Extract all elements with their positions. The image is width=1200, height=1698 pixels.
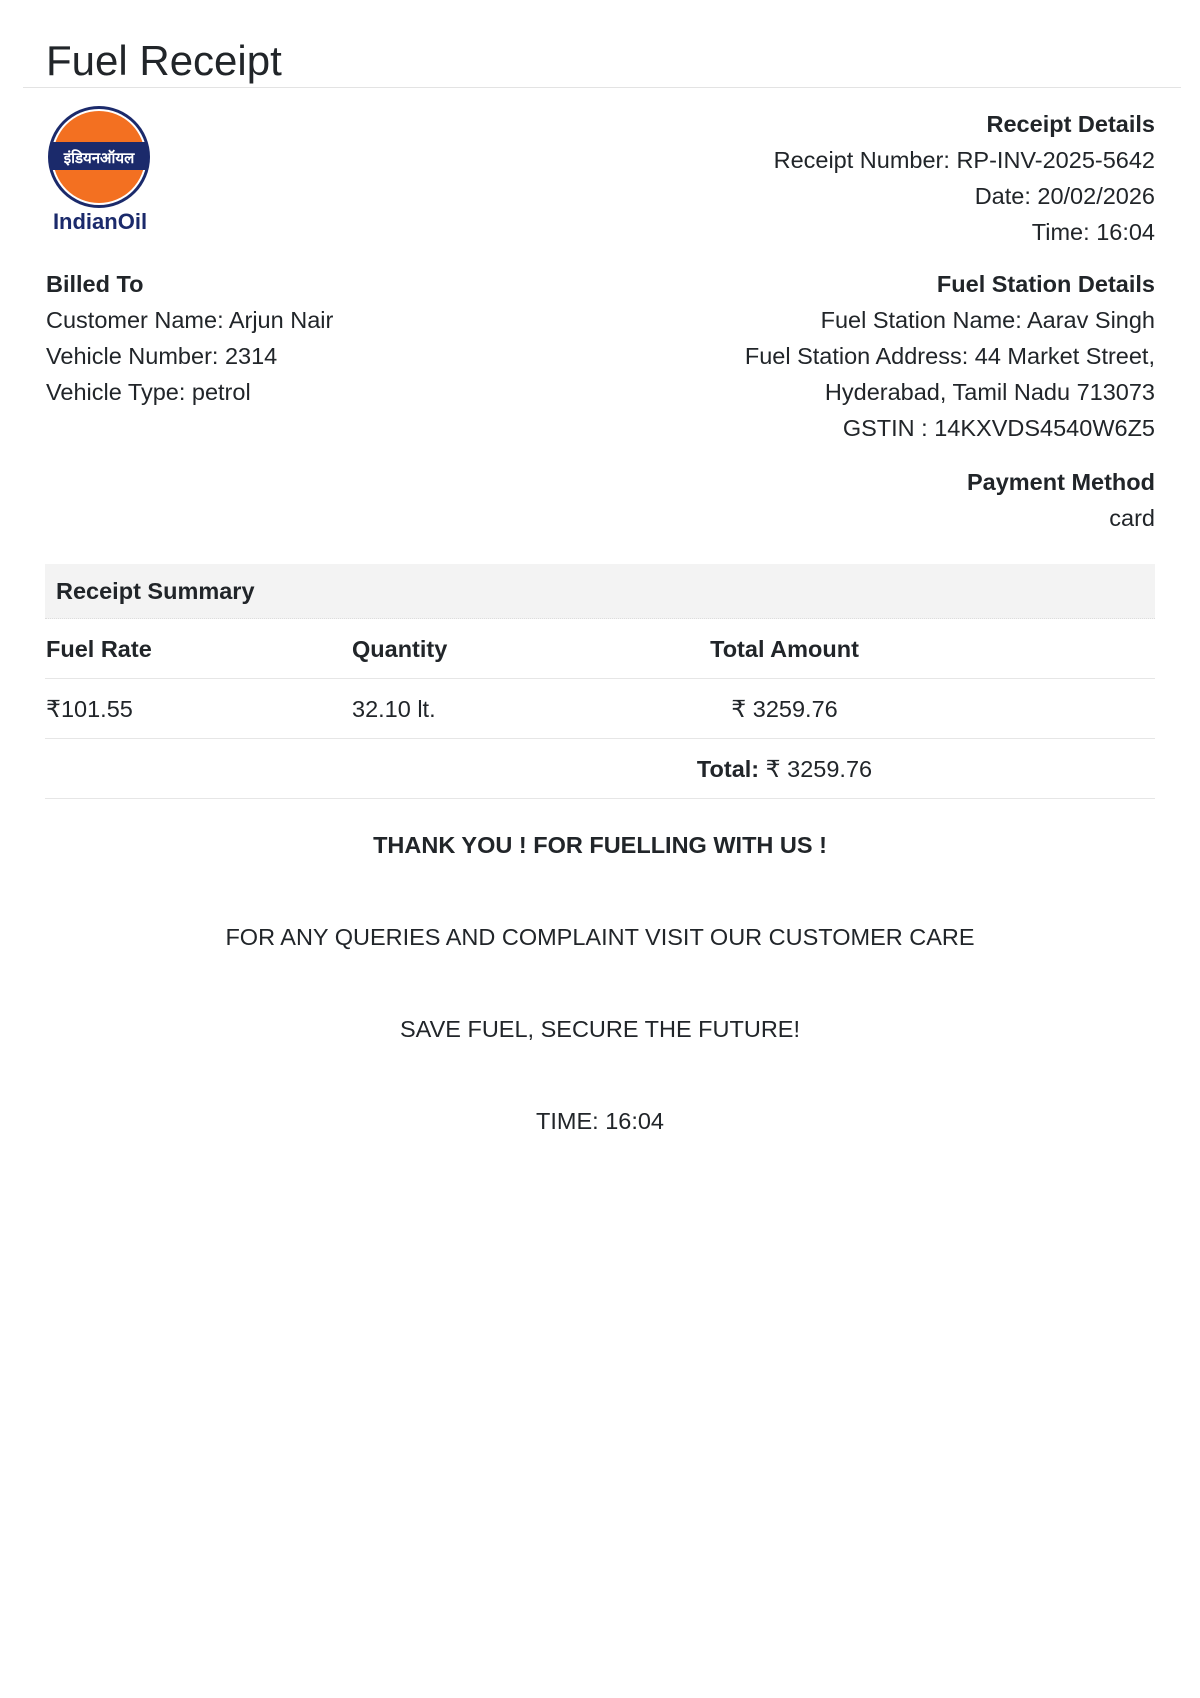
- indianoil-logo: [45, 104, 155, 236]
- receipt-date: Date: 20/02/2026: [974, 183, 1155, 209]
- footer-time: TIME: 16:04: [536, 1108, 664, 1134]
- total-amount-cell: [639, 679, 1155, 738]
- fuel-station-address-line2: Hyderabad, Tamil Nadu 713073: [824, 379, 1155, 405]
- total-amount-value: ₹ 3259.76: [731, 696, 838, 722]
- fuel-station-name: Fuel Station Name: Aarav Singh: [820, 307, 1155, 333]
- vehicle-number: Vehicle Number: 2314: [46, 343, 278, 369]
- payment-method-value: card: [1109, 505, 1155, 531]
- column-header-total-amount-label: Total Amount: [710, 636, 859, 662]
- receipt-summary-table: [45, 564, 1155, 799]
- grand-total-cell: [639, 739, 1155, 798]
- receipt-footer: [0, 824, 1200, 1192]
- table-row: [45, 679, 1155, 739]
- table-header-row: [45, 619, 1155, 679]
- payment-method: [967, 464, 1155, 536]
- fuel-rate-cell: ₹101.55: [46, 696, 133, 722]
- billed-to-heading: Billed To: [46, 271, 144, 297]
- receipt-time: Time: 16:04: [1031, 219, 1155, 245]
- empty-cell: [352, 739, 639, 798]
- thank-you-message: THANK YOU ! FOR FUELLING WITH US !: [373, 832, 827, 858]
- grand-total-value: ₹ 3259.76: [759, 756, 873, 782]
- empty-cell: [45, 739, 352, 798]
- vehicle-type: Vehicle Type: petrol: [46, 379, 251, 405]
- fuel-station-gstin: GSTIN : 14KXVDS4540W6Z5: [842, 415, 1155, 441]
- fuel-station-heading: Fuel Station Details: [936, 271, 1155, 297]
- billed-to: [46, 266, 333, 410]
- indianoil-emblem-icon: [45, 104, 155, 212]
- slogan: SAVE FUEL, SECURE THE FUTURE!: [399, 1016, 800, 1042]
- column-header-quantity: Quantity: [352, 636, 448, 662]
- receipt-details-heading: Receipt Details: [986, 111, 1155, 137]
- receipt-details: [774, 106, 1155, 250]
- total-row: [45, 739, 1155, 799]
- grand-total-label: Total:: [696, 756, 760, 782]
- customer-name: Customer Name: Arjun Nair: [46, 307, 334, 333]
- fuel-station-address-line1: Fuel Station Address: 44 Market Street,: [744, 343, 1155, 369]
- title-divider: [23, 87, 1181, 88]
- payment-method-heading: Payment Method: [966, 469, 1155, 495]
- fuel-station-details: [745, 266, 1155, 446]
- column-header-fuel-rate: Fuel Rate: [46, 636, 152, 662]
- quantity-cell: 32.10 lt.: [352, 696, 436, 722]
- column-header-total-amount: [639, 619, 1155, 678]
- receipt-number: Receipt Number: RP-INV-2025-5642: [773, 147, 1155, 173]
- svg-text:इंडियनऑयल: इंडियनऑयल: [63, 149, 135, 167]
- customer-care-message: FOR ANY QUERIES AND COMPLAINT VISIT OUR CUSTOMER CARE: [225, 924, 975, 950]
- receipt-summary-heading: Receipt Summary: [45, 564, 1155, 619]
- page-title: Fuel Receipt: [46, 37, 282, 84]
- brand-name: IndianOil: [52, 209, 148, 234]
